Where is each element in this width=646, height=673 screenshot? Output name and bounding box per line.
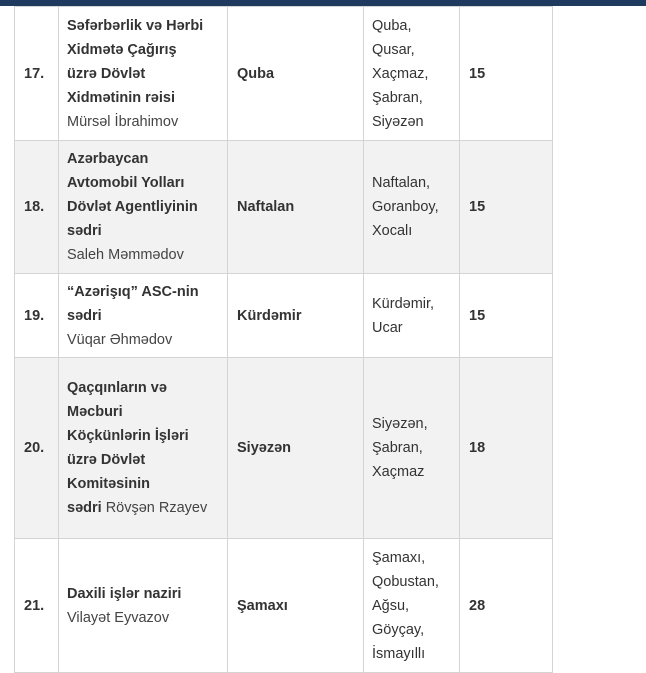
region-item: Göyçay, bbox=[372, 621, 425, 638]
position-title-line: Qaçqınların və bbox=[67, 380, 167, 396]
city-cell: Naftalan bbox=[228, 141, 364, 274]
row-number: 19. bbox=[15, 274, 59, 358]
position-cell bbox=[59, 358, 228, 539]
count-cell: 28 bbox=[460, 539, 553, 673]
regions-cell bbox=[364, 358, 460, 539]
city-cell: Siyəzən bbox=[228, 358, 364, 539]
table-row bbox=[15, 274, 553, 358]
appointments-table-container bbox=[14, 6, 552, 673]
row-number: 21. bbox=[15, 539, 59, 673]
position-cell bbox=[59, 7, 228, 141]
city-cell: Kürdəmir bbox=[228, 274, 364, 358]
position-title-line: sədri bbox=[67, 223, 102, 239]
region-item: Quba, bbox=[372, 17, 412, 34]
region-item: Şabran, bbox=[372, 440, 423, 456]
position-title-line: Xidmətə Çağırış bbox=[67, 41, 177, 58]
row-number: 17. bbox=[15, 7, 59, 141]
region-item: Naftalan, bbox=[372, 175, 431, 191]
person-name: Mürsəl İbrahimov bbox=[67, 113, 179, 130]
position-title-line: sədri bbox=[67, 500, 102, 516]
position-title-line: Avtomobil Yolları bbox=[67, 175, 185, 191]
position-title-line: Məcburi bbox=[67, 404, 123, 420]
count-cell: 18 bbox=[460, 358, 553, 539]
region-item: Ağsu, bbox=[372, 597, 410, 614]
region-item: Xaçmaz, bbox=[372, 65, 429, 82]
region-item: Goranboy, bbox=[372, 199, 439, 215]
row-number: 18. bbox=[15, 141, 59, 274]
position-cell bbox=[59, 274, 228, 358]
city-cell: Şamaxı bbox=[228, 539, 364, 673]
region-item: İsmayıllı bbox=[372, 645, 426, 662]
position-title-line: Azərbaycan bbox=[67, 151, 149, 167]
regions-cell bbox=[364, 274, 460, 358]
count-cell: 15 bbox=[460, 7, 553, 141]
region-item: Siyəzən, bbox=[372, 416, 428, 432]
position-title-line: üzrə Dövlət bbox=[67, 65, 146, 82]
region-item: Şamaxı, bbox=[372, 549, 426, 566]
position-title-line: Daxili işlər naziri bbox=[67, 585, 182, 602]
person-name: Vüqar Əhmədov bbox=[67, 331, 173, 348]
appointments-table bbox=[14, 6, 553, 673]
position-title-line: Dövlət Agentliyinin bbox=[67, 199, 198, 215]
regions-cell bbox=[364, 7, 460, 141]
regions-cell bbox=[364, 141, 460, 274]
position-cell bbox=[59, 539, 228, 673]
region-item: Xocalı bbox=[372, 223, 413, 239]
position-title-line: “Azərişıq” ASC-nin bbox=[67, 283, 199, 300]
person-name: Saleh Məmmədov bbox=[67, 247, 184, 263]
region-item: Qobustan, bbox=[372, 573, 439, 590]
position-title-line: Xidmətinin rəisi bbox=[67, 89, 175, 106]
region-item: Kürdəmir, bbox=[372, 295, 435, 312]
city-cell: Quba bbox=[228, 7, 364, 141]
region-item: Şabran, bbox=[372, 89, 423, 106]
region-item: Qusar, bbox=[372, 41, 415, 58]
table-row bbox=[15, 539, 553, 673]
count-cell: 15 bbox=[460, 274, 553, 358]
table-row bbox=[15, 7, 553, 141]
table-row bbox=[15, 141, 553, 274]
position-title-line: sədri bbox=[67, 307, 102, 324]
position-title-line: Köçkünlərin İşləri bbox=[67, 428, 189, 444]
region-item: Ucar bbox=[372, 319, 403, 336]
row-number: 20. bbox=[15, 358, 59, 539]
regions-cell bbox=[364, 539, 460, 673]
region-item: Siyəzən bbox=[372, 113, 424, 130]
table-row bbox=[15, 358, 553, 539]
region-item: Xaçmaz bbox=[372, 464, 425, 480]
position-title-line: Komitəsinin bbox=[67, 476, 150, 492]
position-title-line: Səfərbərlik və Hərbi bbox=[67, 17, 204, 34]
position-cell bbox=[59, 141, 228, 274]
person-name: Rövşən Rzayev bbox=[105, 500, 208, 516]
position-title-line: üzrə Dövlət bbox=[67, 452, 146, 468]
count-cell: 15 bbox=[460, 141, 553, 274]
person-name: Vilayət Eyvazov bbox=[67, 609, 170, 626]
